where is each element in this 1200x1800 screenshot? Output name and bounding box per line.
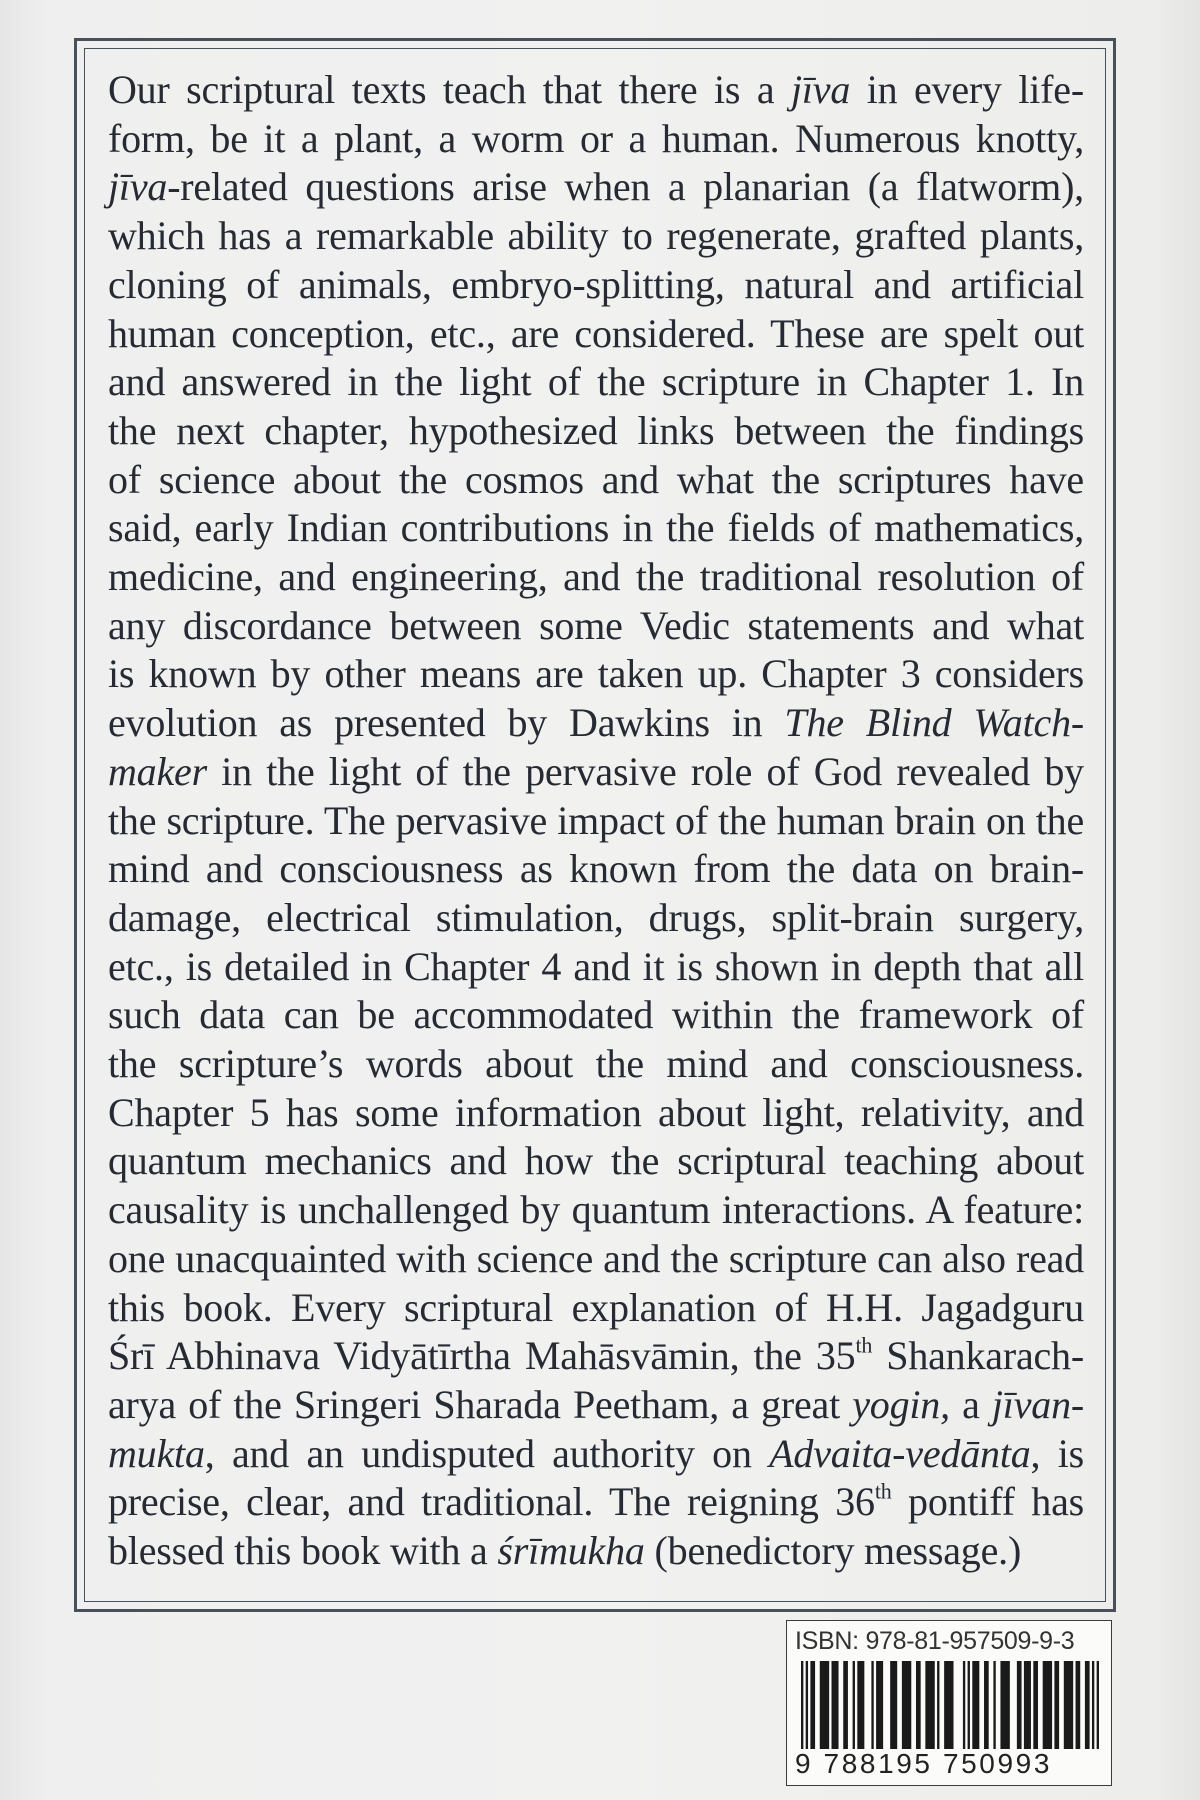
barcode-bar: [993, 1661, 995, 1757]
ordinal-suffix: th: [855, 1332, 873, 1358]
text-line: [108, 504, 1084, 553]
barcode-bar: [801, 1661, 803, 1757]
text-run: one unacquainted with science and the scripture can also read: [108, 1235, 1084, 1281]
barcode-bar: [1097, 1661, 1099, 1757]
italic-term: mukta: [108, 1430, 205, 1476]
text-run: quantum mechanics and how the scriptural teaching about: [108, 1138, 1084, 1184]
barcode-bar: [937, 1661, 939, 1757]
text-run: Shankarach-: [872, 1333, 1084, 1379]
text-line: [108, 1235, 1084, 1284]
italic-term: śrīmukha: [497, 1528, 645, 1574]
text-line: [108, 115, 1084, 164]
text-run: the scripture. The pervasive impact of the human brain on the: [108, 797, 1084, 843]
text-line: [108, 212, 1084, 261]
text-line: [108, 699, 1084, 748]
text-run: precise, clear, and traditional. The reigning 36: [108, 1479, 875, 1525]
text-line: [108, 650, 1084, 699]
text-line: [108, 553, 1084, 602]
text-run: Śrī Abhinava Vidyātīrtha Mahāsvāmin, the 35: [108, 1333, 856, 1379]
text-run: Our scriptural texts teach that there is a: [108, 67, 791, 112]
barcode-bar: [1033, 1661, 1038, 1757]
barcode-bar: [810, 1661, 815, 1757]
barcode-bar: [876, 1661, 883, 1757]
italic-term: Advaita-vedānta: [769, 1430, 1031, 1476]
text-line: [108, 1478, 1084, 1527]
barcode-bar: [857, 1661, 864, 1757]
isbn-barcode-box: [786, 1620, 1112, 1786]
text-run: in the light of the pervasive role of God revealed by: [206, 748, 1084, 794]
barcode-digits: 9 788195 750993: [795, 1749, 1105, 1779]
text-run: Chapter 5 has some information about light, relativity, and: [108, 1089, 1084, 1135]
barcode-bar: [1092, 1661, 1094, 1757]
barcode-bar: [968, 1661, 970, 1757]
text-line: [108, 163, 1084, 212]
text-line: [108, 1040, 1084, 1089]
text-line: [108, 991, 1084, 1040]
barcode-bar: [972, 1661, 979, 1757]
barcode-bar: [820, 1661, 829, 1757]
text-run: -related questions arise when a planarian (a flatworm),: [167, 164, 1084, 210]
barcode-bar: [902, 1661, 911, 1757]
barcode-bar: [1043, 1661, 1052, 1757]
barcode-bar: [984, 1661, 989, 1757]
text-line: [108, 602, 1084, 651]
text-line: [108, 1089, 1084, 1138]
text-line: [108, 1430, 1084, 1479]
barcode-bar: [944, 1661, 953, 1757]
barcode-bar: [832, 1661, 839, 1757]
text-line: [108, 1137, 1084, 1186]
italic-term: yogin,: [852, 1381, 950, 1427]
isbn-label: ISBN: 978-81-957509-9-3: [795, 1627, 1075, 1655]
text-run: a: [949, 1381, 992, 1427]
text-line: [108, 797, 1084, 846]
text-run: in every life-: [850, 67, 1084, 112]
text-run: is known by other means are taken up. Chapter 3 considers: [108, 651, 1084, 697]
text-run: form, be it a plant, a worm or a human. Numerous knotty,: [108, 115, 1084, 161]
text-run: damage, electrical stimulation, drugs, split-brain surgery,: [108, 894, 1084, 940]
text-run: pontiff has: [891, 1479, 1084, 1525]
italic-term: The Blind Watch-: [784, 700, 1084, 746]
text-line: [108, 310, 1084, 359]
barcode-bar: [806, 1661, 808, 1757]
text-run: (benedictory message.): [644, 1528, 1022, 1574]
barcode-bar: [916, 1661, 921, 1757]
barcode-bar: [890, 1661, 897, 1757]
text-run: , is: [1030, 1430, 1084, 1476]
text-run: blessed this book with a: [108, 1528, 498, 1574]
text-run: medicine, and engineering, and the traditional resolution of: [108, 554, 1084, 600]
text-run: human conception, etc., are considered. These are spelt out: [108, 310, 1084, 356]
barcode-bar: [1054, 1661, 1059, 1757]
barcode-bar: [1085, 1661, 1090, 1757]
italic-term: maker: [108, 748, 207, 794]
text-run: which has a remarkable ability to regenerate, grafted plants,: [108, 213, 1084, 259]
barcode-bar: [871, 1661, 873, 1757]
text-line: [108, 894, 1084, 943]
text-line: [108, 1284, 1084, 1333]
back-cover-blurb: [108, 66, 1084, 1576]
text-run: this book. Every scriptural explanation of H.H. Jagadguru: [108, 1284, 1084, 1330]
italic-term: jīvan-: [991, 1381, 1084, 1427]
text-line: [108, 1332, 1084, 1381]
text-run: and answered in the light of the scripture in Chapter 1. In: [108, 359, 1084, 405]
barcode-bar: [853, 1661, 855, 1757]
barcode-bar: [843, 1661, 848, 1757]
text-line: [108, 845, 1084, 894]
text-line: [108, 66, 1084, 115]
italic-term: jīva: [790, 67, 851, 112]
text-run: evolution as presented by Dawkins in: [108, 700, 785, 746]
text-line: [108, 943, 1084, 992]
text-line: [108, 1527, 1084, 1576]
text-run: the scripture’s words about the mind and consciousness.: [108, 1041, 1084, 1087]
italic-term: jīva: [108, 164, 168, 210]
text-run: the next chapter, hypothesized links between the findings: [108, 407, 1084, 453]
barcode-bar: [1017, 1661, 1022, 1757]
text-run: said, early Indian contributions in the fields of mathematics,: [108, 505, 1084, 551]
ordinal-suffix: th: [874, 1478, 892, 1504]
text-line: [108, 1186, 1084, 1235]
text-run: any discordance between some Vedic statements and what: [108, 602, 1084, 648]
text-run: such data can be accommodated within the framework of: [108, 992, 1084, 1038]
text-run: mind and consciousness as known from the data on brain-: [108, 846, 1084, 892]
barcode-bar: [1064, 1661, 1073, 1757]
text-run: etc., is detailed in Chapter 4 and it is shown in depth that all: [108, 943, 1084, 989]
text-line: [108, 407, 1084, 456]
barcode-bar: [1024, 1661, 1031, 1757]
text-line: [108, 456, 1084, 505]
barcode-bar: [925, 1661, 934, 1757]
barcode-bar: [1076, 1661, 1081, 1757]
text-line: [108, 1381, 1084, 1430]
text-run: cloning of animals, embryo-splitting, natural and artificial: [108, 261, 1084, 307]
barcode-bar: [963, 1661, 965, 1757]
barcode-bars: [797, 1661, 1103, 1757]
text-run: arya of the Sringeri Sharada Peetham, a great: [108, 1381, 853, 1427]
text-run: causality is unchallenged by quantum interactions. A feature:: [108, 1187, 1084, 1233]
text-line: [108, 358, 1084, 407]
text-run: , and an undisputed authority on: [204, 1430, 770, 1476]
text-run: of science about the cosmos and what the scriptures have: [108, 456, 1084, 502]
text-line: [108, 748, 1084, 797]
text-line: [108, 261, 1084, 310]
barcode-bar: [1000, 1661, 1009, 1757]
